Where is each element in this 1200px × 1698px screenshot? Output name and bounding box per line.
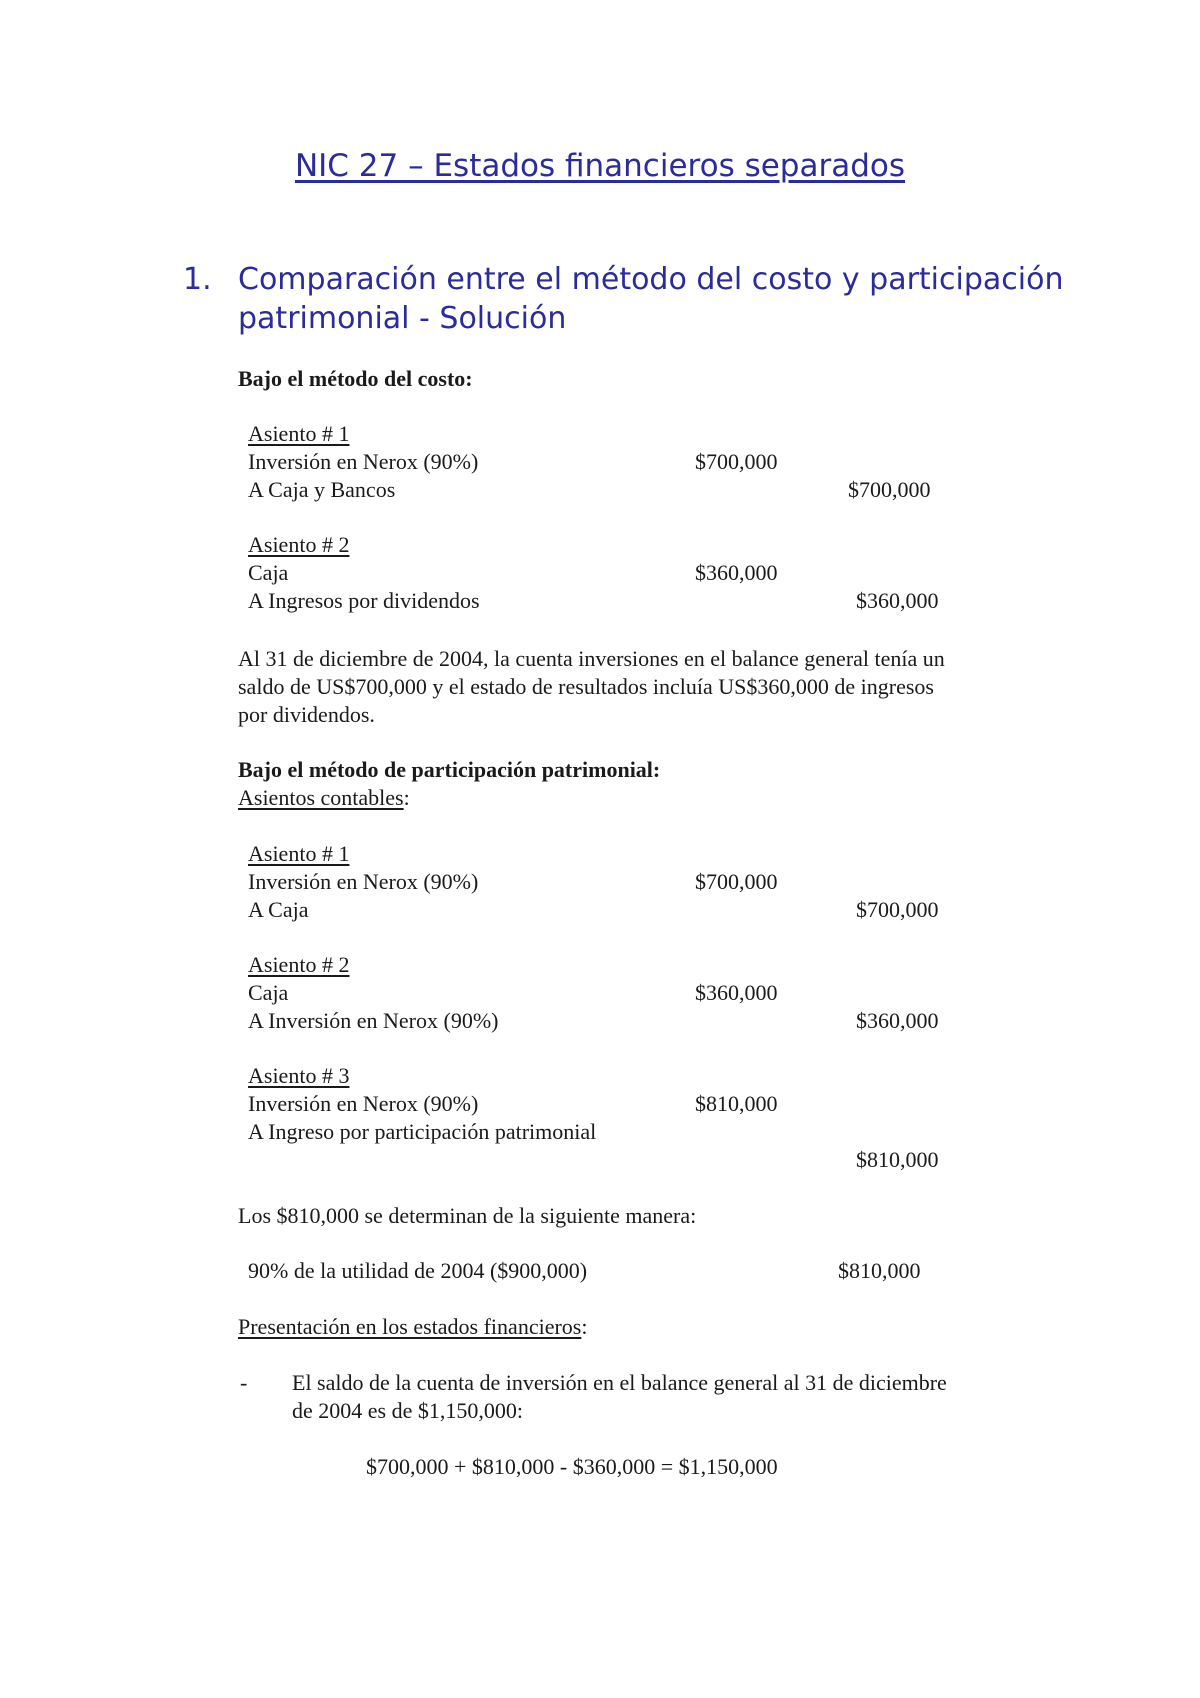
- part-entry2-credit-account: A Inversión en Nerox (90%): [248, 1008, 499, 1033]
- presentacion-heading-colon: :: [581, 1314, 588, 1339]
- part-entry3-credit-account: A Ingreso por participación patrimonial: [248, 1119, 597, 1144]
- part-entry1-debit-amount: $700,000: [695, 869, 778, 894]
- bullet-line2: de 2004 es de $1,150,000:: [292, 1398, 523, 1423]
- determination-intro: Los $810,000 se determinan de la siguiente manera:: [238, 1203, 697, 1228]
- bullet-marker: -: [240, 1370, 248, 1395]
- section-heading-line1: Comparación entre el método del costo y participación: [238, 262, 1064, 297]
- part-entry3-debit-account: Inversión en Nerox (90%): [248, 1091, 479, 1116]
- page-title: NIC 27 – Estados financieros separados: [294, 148, 906, 184]
- part-entry3-credit-amount: $810,000: [856, 1147, 939, 1172]
- participacion-heading: Bajo el método de participación patrimonial:: [238, 757, 661, 782]
- part-entry2-credit-amount: $360,000: [856, 1008, 939, 1033]
- costo-entry2-debit-account: Caja: [248, 560, 289, 585]
- part-entry2-debit-account: Caja: [248, 980, 289, 1005]
- part-entry2-label: Asiento # 2: [248, 952, 350, 977]
- section-number: 1.: [183, 262, 212, 297]
- balance-equation: $700,000 + $810,000 - $360,000 = $1,150,000: [366, 1454, 778, 1479]
- determination-label: 90% de la utilidad de 2004 ($900,000): [248, 1258, 588, 1283]
- part-entry1-credit-account: A Caja: [248, 897, 309, 922]
- costo-entry1-debit-amount: $700,000: [695, 449, 778, 474]
- participacion-subheading: [238, 784, 410, 812]
- part-entry1-debit-account: Inversión en Nerox (90%): [248, 869, 479, 894]
- participacion-subheading-colon: :: [403, 785, 410, 810]
- part-entry1-credit-amount: $700,000: [856, 897, 939, 922]
- part-entry1-label: Asiento # 1: [248, 841, 350, 866]
- part-entry2-debit-amount: $360,000: [695, 980, 778, 1005]
- costo-summary-line2: saldo de US$700,000 y el estado de resultados incluía US$360,000 de ingresos: [238, 674, 934, 699]
- costo-entry1-credit-amount: $700,000: [848, 477, 931, 502]
- part-entry3-debit-amount: $810,000: [695, 1091, 778, 1116]
- section-heading-line2: patrimonial - Solución: [238, 301, 567, 336]
- costo-entry1-label: Asiento # 1: [248, 421, 350, 446]
- presentacion-heading: [238, 1313, 587, 1341]
- bullet-line1: El saldo de la cuenta de inversión en el balance general al 31 de diciembre: [292, 1370, 947, 1395]
- part-entry3-label: Asiento # 3: [248, 1063, 350, 1088]
- costo-summary-line1: Al 31 de diciembre de 2004, la cuenta inversiones en el balance general tenía un: [238, 646, 945, 671]
- costo-entry2-label: Asiento # 2: [248, 532, 350, 557]
- costo-entry1-credit-account: A Caja y Bancos: [248, 477, 396, 502]
- presentacion-heading-text: Presentación en los estados financieros: [238, 1314, 582, 1339]
- costo-entry2-debit-amount: $360,000: [695, 560, 778, 585]
- costo-entry2-credit-account: A Ingresos por dividendos: [248, 588, 480, 613]
- costo-entry2-credit-amount: $360,000: [856, 588, 939, 613]
- determination-amount: $810,000: [838, 1258, 921, 1283]
- costo-heading: Bajo el método del costo:: [238, 366, 473, 391]
- costo-summary-line3: por dividendos.: [238, 702, 375, 727]
- participacion-subheading-text: Asientos contables: [238, 785, 404, 810]
- costo-entry1-debit-account: Inversión en Nerox (90%): [248, 449, 479, 474]
